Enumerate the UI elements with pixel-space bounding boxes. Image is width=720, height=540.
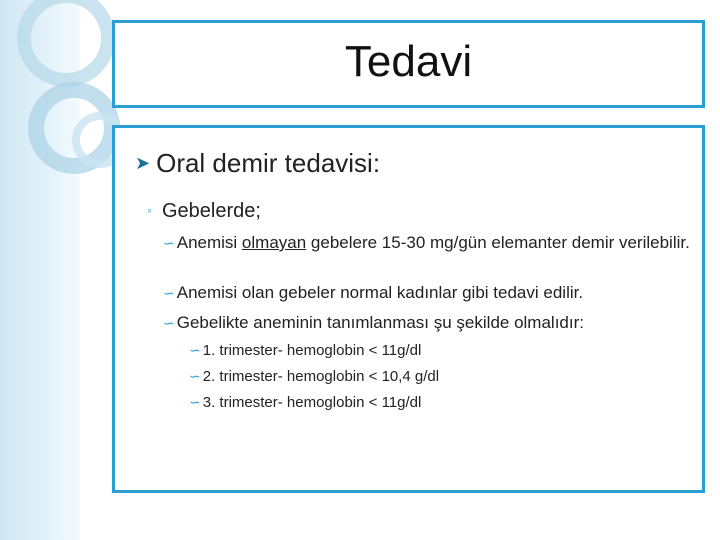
decorative-rings — [0, 0, 120, 540]
circle-bullet-icon: ◦ — [147, 202, 152, 218]
bullet-level4-item-3: ∽ 3. trimester- hemoglobin < 11g/dl — [189, 394, 422, 411]
bullet-level3-item-3: ∽ Gebelikte aneminin tanımlanması şu şekilde olmalıdır: — [163, 313, 584, 332]
arrow-bullet-icon: ➤ — [135, 153, 151, 173]
decorative-ring-large — [24, 0, 108, 80]
bullet-level1-text: Oral demir tedavisi: — [156, 148, 381, 178]
curved-bullet-icon: ∽ — [163, 315, 175, 331]
bullet-level1 — [135, 148, 380, 179]
curved-bullet-icon: ∽ — [189, 394, 201, 410]
bullet-level4-item-1: ∽ 1. trimester- hemoglobin < 11g/dl — [189, 342, 422, 359]
title-box — [112, 20, 705, 108]
curved-bullet-icon: ∽ — [189, 368, 201, 384]
curved-bullet-icon: ∽ — [163, 285, 175, 301]
bullet-level3-item-1: ∽ Anemisi olmayan gebelere 15-30 mg/gün elemanter demir verilebilir. — [163, 233, 690, 252]
curved-bullet-icon: ∽ — [189, 342, 201, 358]
decorative-ring-medium — [36, 90, 112, 166]
curved-bullet-icon: ∽ — [163, 235, 175, 251]
bullet-level2 — [147, 200, 261, 223]
underlined-word: olmayan — [241, 233, 307, 252]
slide-title: Tedavi — [344, 37, 473, 86]
content-box — [112, 125, 705, 493]
bullet-level2-text: Gebelerde — [161, 200, 256, 222]
bullet-level4-item-2: ∽ 2. trimester- hemoglobin < 10,4 g/dl — [189, 368, 440, 385]
bullet-level2-suffix: ; — [255, 200, 261, 222]
bullet-level3-item-2: ∽ Anemisi olan gebeler normal kadınlar gibi tedavi edilir. — [163, 283, 584, 302]
